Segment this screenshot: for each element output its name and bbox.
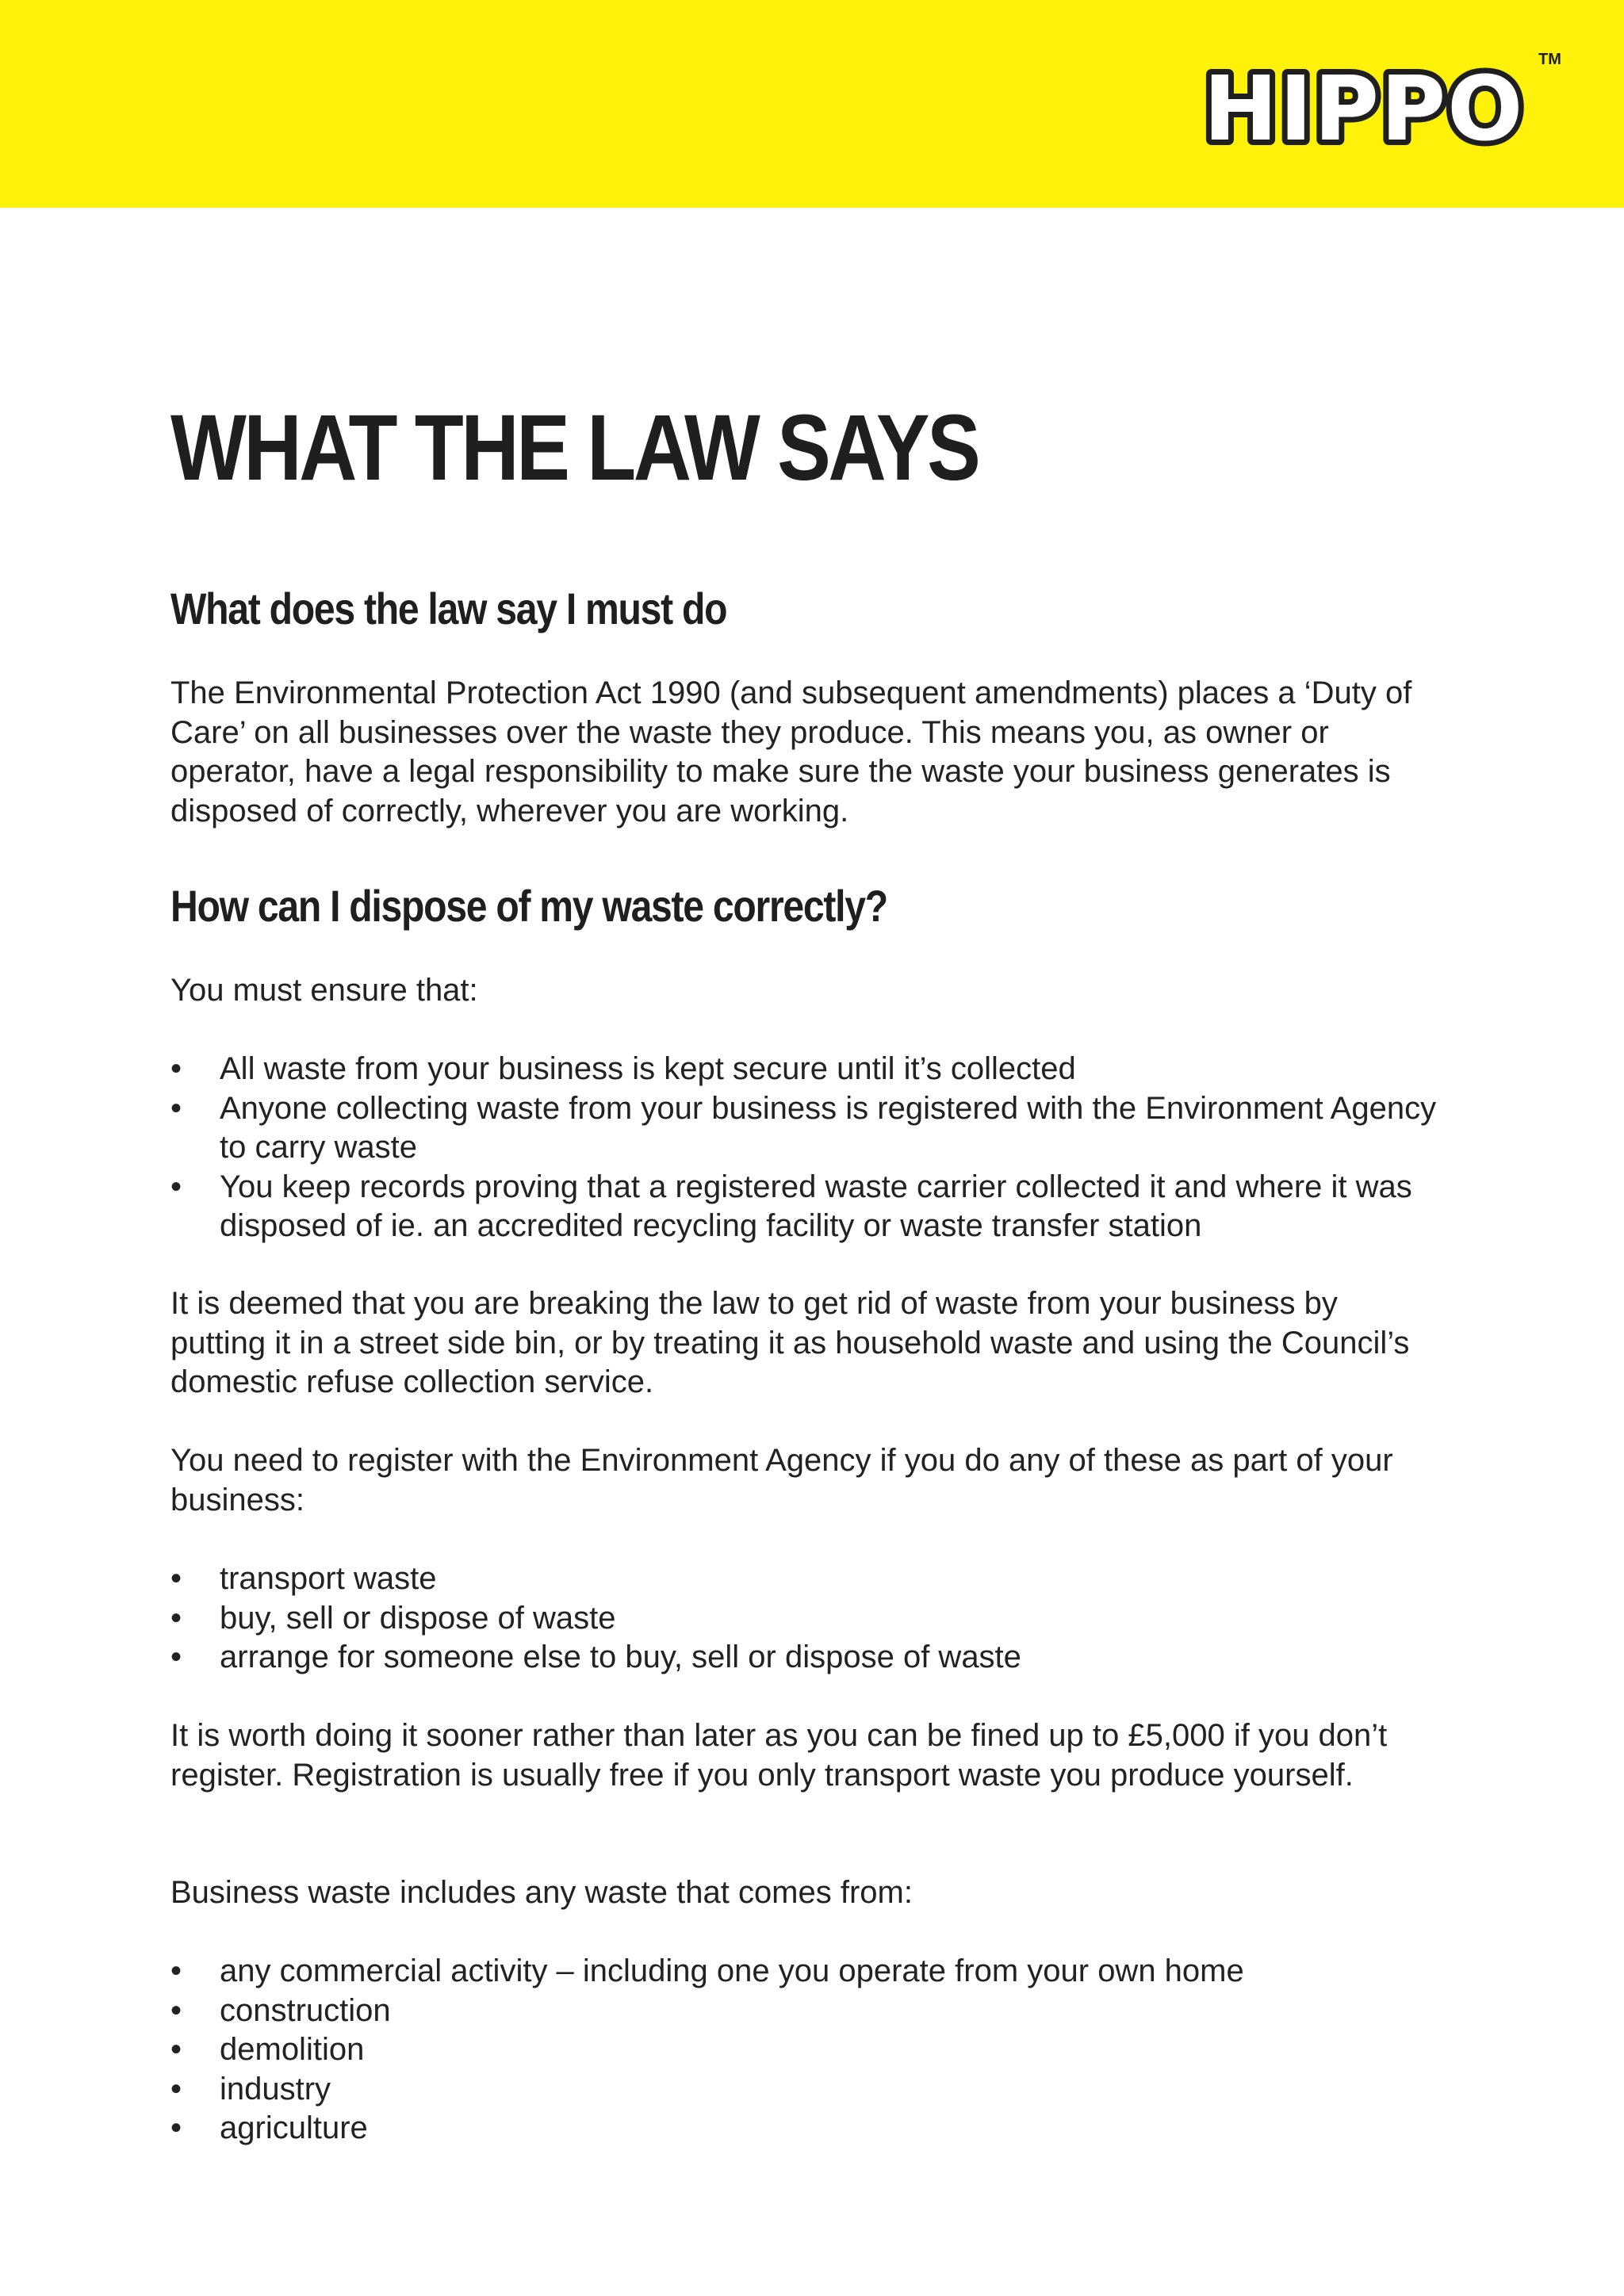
list-item: • construction <box>170 1992 1439 2031</box>
business-waste-paragraph: Business waste includes any waste that comes from: <box>170 1875 913 1910</box>
header-banner <box>0 0 1624 208</box>
page-title: WHAT THE LAW SAYS <box>170 396 979 500</box>
list-item: • industry <box>170 2070 1439 2110</box>
hippo-logo-graphic <box>1174 62 1554 157</box>
section2-intro: You must ensure that: <box>170 973 478 1008</box>
logo-wordmark: HIPPO <box>1203 62 1525 157</box>
register-paragraph: You need to register with the Environment Agency if you do any of these as part of your business: <box>170 1443 1393 1517</box>
hippo-logo <box>1174 62 1554 157</box>
list-item: • All waste from your business is kept secure until it’s collected <box>170 1050 1439 1089</box>
list-item: • Anyone collecting waste from your business is registered with the Environment Agency to carry waste <box>170 1089 1439 1168</box>
trademark-symbol: TM <box>1538 51 1561 68</box>
register-list <box>170 1559 1439 1678</box>
law-paragraph: It is deemed that you are breaking the law to get rid of waste from your business by putting it in a street side bin, or by treating it as household waste and using the Council’s domestic refuse collection service. <box>170 1286 1410 1399</box>
list-item: • You keep records proving that a registered waste carrier collected it and where it was disposed of ie. an accredited recycling facility or waste transfer station <box>170 1168 1439 1246</box>
list-item: • buy, sell or dispose of waste <box>170 1599 1439 1639</box>
business-waste-list <box>170 1952 1439 2149</box>
ensure-list <box>170 1050 1439 1246</box>
section1-heading: What does the law say I must do <box>170 584 727 633</box>
list-item: • arrange for someone else to buy, sell or dispose of waste <box>170 1638 1439 1678</box>
section2-heading: How can I dispose of my waste correctly? <box>170 881 887 931</box>
list-item: • demolition <box>170 2030 1439 2070</box>
fine-paragraph: It is worth doing it sooner rather than later as you can be fined up to £5,000 if you don’t register. Registration is usually free if you only transport waste you produce yourself. <box>170 1718 1388 1793</box>
list-item: • transport waste <box>170 1559 1439 1599</box>
list-item: • any commercial activity – including one you operate from your own home <box>170 1952 1439 1992</box>
section1-paragraph: The Environmental Protection Act 1990 (and subsequent amendments) places a ‘Duty of Care’ on all businesses over the waste they produce. This means you, as owner or operator, have a legal responsibility to make sure the waste your business generates is disposed of correctly, wherever you are working. <box>170 675 1412 828</box>
list-item: • agriculture <box>170 2109 1439 2149</box>
